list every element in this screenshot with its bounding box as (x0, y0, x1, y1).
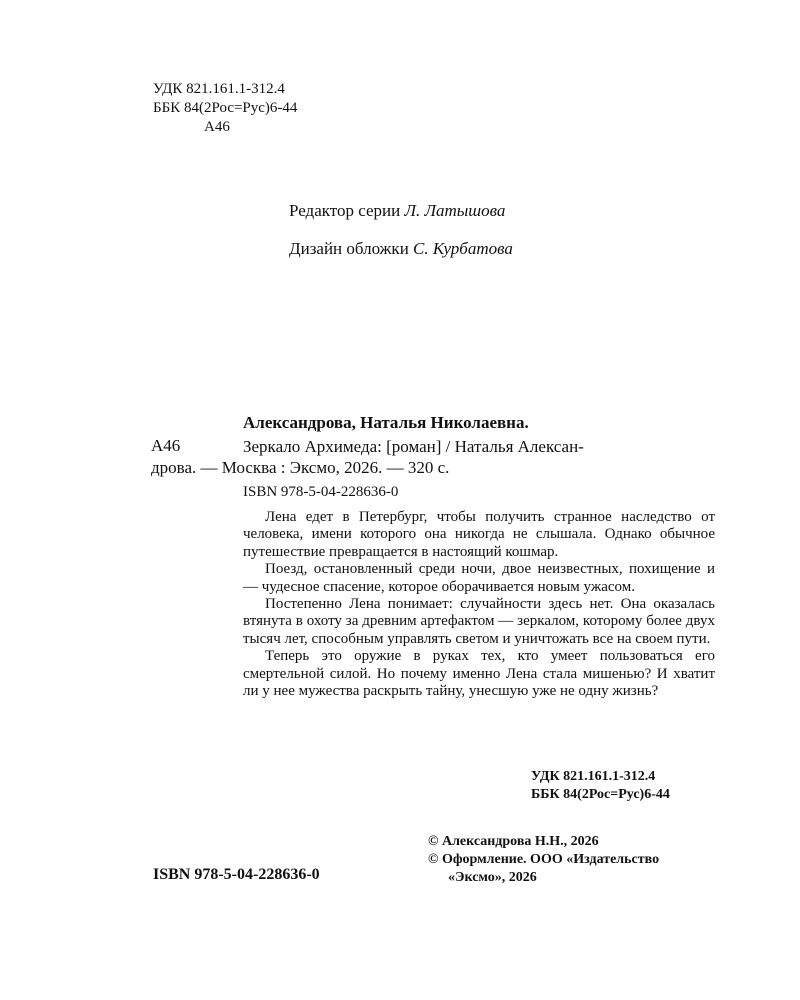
udk-footer (531, 768, 670, 804)
copyright-author: © Александрова Н.Н., 2026 (428, 834, 599, 849)
bbk-footer-code: ББК 84(2Рос=Рус)6-44 (531, 787, 670, 802)
author-heading: Александрова, Наталья Николаевна. (243, 413, 529, 432)
annotation-paragraph: Поезд, остановленный среди ночи, двое неизвестных, похищение и — чудесное спасение, которое оборачивается новым ужасом. (243, 561, 715, 595)
record-isbn: ISBN 978-5-04-228636-0 (243, 484, 399, 500)
udk-header (153, 80, 297, 137)
title-line-1: Зеркало Архимеда: [роман] / Наталья Алексан- (243, 437, 584, 456)
author-mark: А46 (204, 119, 230, 135)
title-line-2: дрова. — Москва : Эксмо, 2026. — 320 с. (151, 458, 450, 477)
record-author-mark: А46 (151, 436, 181, 455)
udk-footer-code: УДК 821.161.1-312.4 (531, 769, 656, 784)
annotation-paragraph: Теперь это оружие в руках тех, кто умеет пользоваться его смертельной силой. Но почему именно Лена стала мишенью? И хватит ли у нее мужества раскрыть тайну, унесшую уже не одну жизнь? (243, 648, 715, 700)
annotation-paragraph: Лена едет в Петербург, чтобы получить странное наследство от человека, имени которого она никогда не слышала. Однако обычное путешествие превращается в настоящий кошмар. (243, 509, 715, 560)
copyright-publisher: «Эксмо», 2026 (448, 870, 537, 885)
isbn-footer: ISBN 978-5-04-228636-0 (153, 866, 320, 883)
bbk-code: ББК 84(2Рос=Рус)6-44 (153, 100, 298, 116)
designer-credit (289, 239, 513, 259)
designer-label: Дизайн обложки (289, 239, 409, 258)
copyright-design: © Оформление. ООО «Издательство (428, 852, 660, 867)
editor-name: Л. Латышова (404, 201, 506, 220)
copyright-block (428, 833, 659, 887)
annotation (243, 509, 715, 700)
designer-name: С. Курбатова (413, 239, 513, 258)
udk-code: УДК 821.161.1-312.4 (153, 81, 285, 97)
editor-label: Редактор серии (289, 201, 401, 220)
editor-credit (289, 201, 505, 221)
annotation-paragraph: Постепенно Лена понимает: случайности здесь нет. Она оказалась втянута в охоту за древним артефактом — зеркалом, которому более двух тысяч лет, способным управлять светом и уничтожать все на своем пути. (243, 596, 715, 647)
